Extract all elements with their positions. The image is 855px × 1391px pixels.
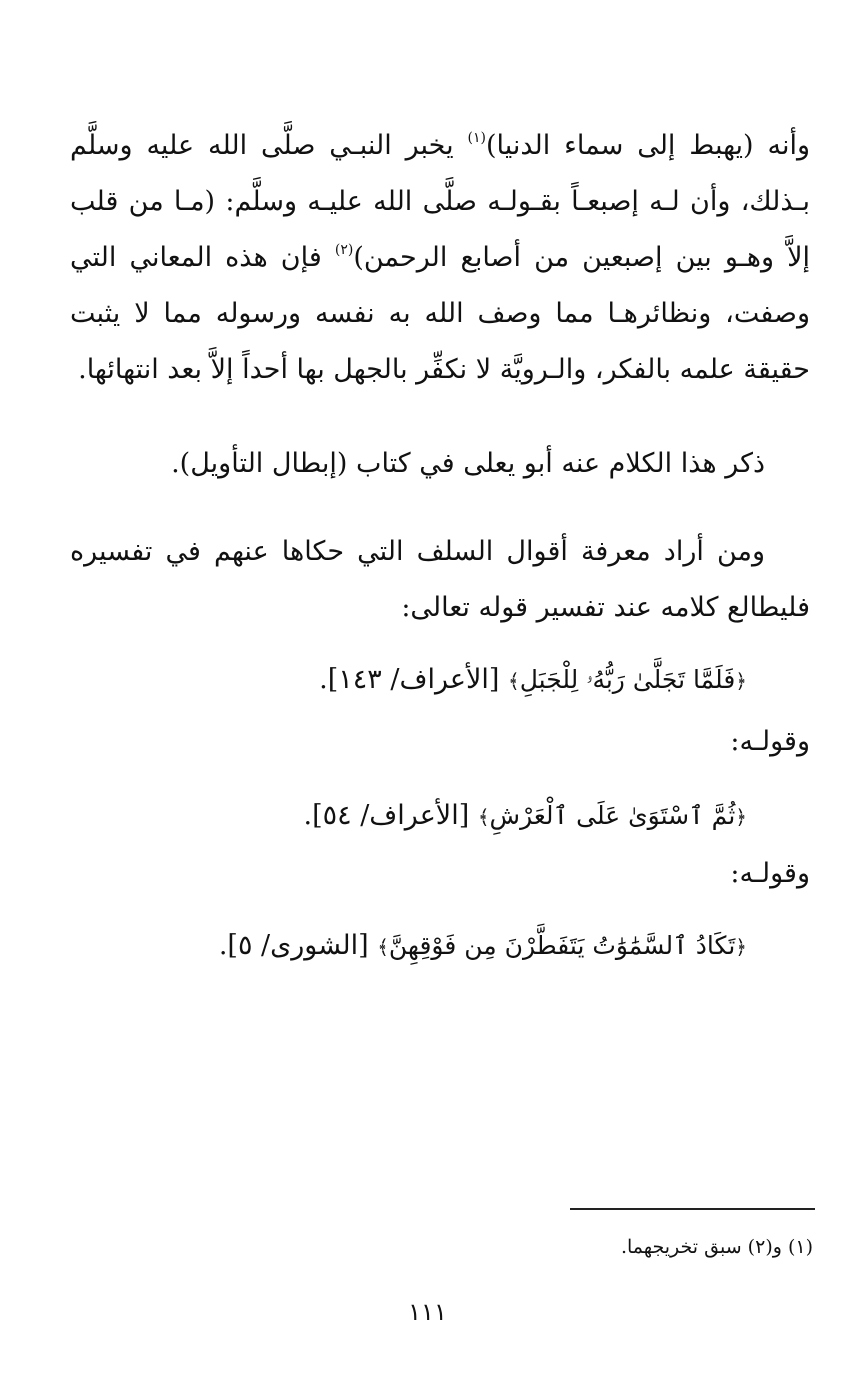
verse-reference: [الأعراف/ ١٤٣]. [319, 664, 509, 695]
verse-text: تَكَادُ ٱلسَّمَٰوَٰتُ يَتَفَطَّرْنَ مِن فَوْقِهِنَّ [388, 931, 736, 960]
paragraph-1-text-b: يخبر النبـي صلَّى الله عليه وسلَّم بـذلك، وأن لـه إصبعـاً بقـولـه صلَّى الله عليـه وسلَّم: (مـا من قلب إلاَّ وهـو بين إصبعين من أصابع الرحمن) [70, 130, 810, 273]
verse-reference: [الأعراف/ ٥٤]. [303, 800, 478, 831]
footnote-divider [570, 1208, 815, 1210]
verse-close-bracket: ﴾ [477, 805, 490, 829]
connector-text-2: وقولـه: [730, 858, 810, 889]
paragraph-1-text-c: فإن هذه المعاني التي وصفت، ونظائرهـا مما وصف الله به نفسه ورسوله مما لا يثبت حقيقة علمه بالفكر، والـرويَّة لا نكفِّر بالجهل بها أحداً إلاَّ بعد انتهائها. [70, 242, 810, 385]
verse-open-bracket: ﴿ [735, 935, 747, 959]
verse-close-bracket: ﴾ [377, 935, 389, 959]
paragraph-3: ومن أراد معرفة أقوال السلف التي حكاها عنهم في تفسيره فليطالع كلامه عند تفسير قوله تعالى: [70, 536, 810, 623]
page-number: ١١١ [408, 1298, 447, 1326]
quran-verse-1 [319, 652, 747, 709]
paragraph-1 [70, 118, 810, 398]
verse-close-bracket: ﴾ [508, 669, 520, 693]
verse-text: ثُمَّ ٱسْتَوَىٰ عَلَى ٱلْعَرْشِ [489, 801, 736, 830]
footnote-ref-2: (٢) [334, 242, 354, 258]
paragraph-2: ذكر هذا الكلام عنه أبو يعلى في كتاب (إبطال التأويل). [171, 448, 765, 479]
verse-open-bracket: ﴿ [735, 805, 747, 829]
connector-text-1: وقولـه: [730, 726, 810, 757]
quran-verse-2 [303, 788, 747, 845]
verse-reference: [الشورى/ ٥]. [218, 930, 378, 961]
paragraph-1-text-a: وأنه (يهبط إلى سماء الدنيا) [485, 130, 810, 161]
quran-verse-3 [219, 918, 747, 975]
verse-text: فَلَمَّا تَجَلَّىٰ رَبُّهُۥ لِلْجَبَلِ [519, 665, 736, 694]
footnote-ref-1: (١) [467, 130, 486, 146]
verse-open-bracket: ﴿ [735, 669, 747, 693]
footnote-text: (١) و(٢) سبق تخريجهما. [620, 1236, 813, 1258]
